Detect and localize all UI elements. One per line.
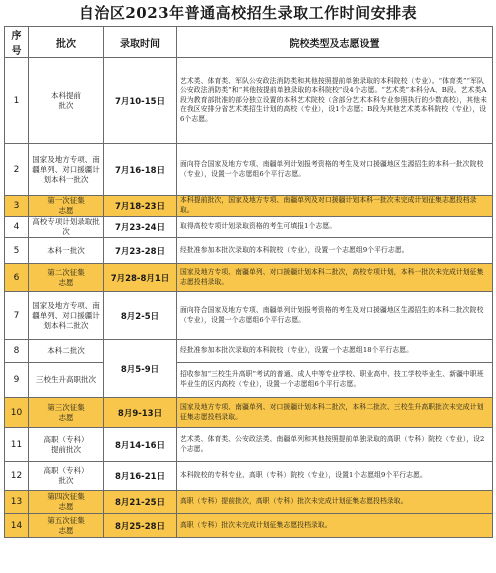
column-header-desc: 院校类型及志愿设置 (177, 27, 493, 58)
row-number: 5 (5, 238, 29, 264)
row-description: 经批准参加本批次录取的本科院校（专业），设置一个志愿组18个平行志愿。 (177, 340, 493, 363)
row-time: 8月25-28日 (104, 514, 177, 538)
row-batch: 第二次征集 志愿 (29, 264, 104, 292)
table-row (5, 398, 493, 428)
table-row (5, 363, 493, 398)
row-time: 7月18-23日 (104, 196, 177, 217)
row-time: 7月10-15日 (104, 58, 177, 144)
row-time: 7月28-8月1日 (104, 264, 177, 292)
row-time: 7月23-24日 (104, 217, 177, 238)
row-number: 10 (5, 398, 29, 428)
row-description: 艺术类、体育类、军队公安政法消防类和其他按照提前单独录取的本科院校（专业）。“体育类”“军队公安政法消防类”和“其他按提前单独录取的本科院校”设4个志愿。“艺术类”本科分A、B段。艺术类A段为教育部批准的部分独立设置的本科艺术院校（含部分艺术本科专业参照执行的少数高校），其他未在我区安排分省艺术类招生计划的高校（专业），设1个志愿；B段为其他艺术类本科院校（专业），设6个志愿。 (177, 58, 493, 144)
row-batch: 第五次征集 志愿 (29, 514, 104, 538)
table-row (5, 514, 493, 538)
table-row (5, 144, 493, 196)
row-description: 取得高校专项计划录取资格的考生可填报1个志愿。 (177, 217, 493, 238)
column-header-time: 录取时间 (104, 27, 177, 58)
table-body (5, 58, 493, 538)
table-row (5, 58, 493, 144)
row-batch: 本科二批次 (29, 340, 104, 363)
schedule-table (4, 26, 493, 538)
row-number: 6 (5, 264, 29, 292)
table-row (5, 491, 493, 514)
column-header-batch: 批次 (29, 27, 104, 58)
row-number: 1 (5, 58, 29, 144)
table-row (5, 292, 493, 340)
row-batch: 国家及地方专项、南疆单列、对口援疆计划本科二批次 (29, 292, 104, 340)
row-description: 本科院校的专科专业、高职（专科）院校（专业），设置1个志愿组9个平行志愿。 (177, 462, 493, 491)
row-batch: 国家及地方专项、南疆单列、对口援疆计划本科一批次 (29, 144, 104, 196)
table-row (5, 428, 493, 462)
row-number: 2 (5, 144, 29, 196)
table-header-row (5, 27, 493, 58)
row-number: 13 (5, 491, 29, 514)
row-batch: 第四次征集 志愿 (29, 491, 104, 514)
row-number: 7 (5, 292, 29, 340)
column-header-no: 序号 (5, 27, 29, 58)
row-batch: 本科一批次 (29, 238, 104, 264)
table-row (5, 196, 493, 217)
row-number: 11 (5, 428, 29, 462)
row-number: 12 (5, 462, 29, 491)
row-description: 国家及地方专项、南疆单列、对口援疆计划本科二批次，本科二批次、三校生升高职批次未完成计划征集志愿投档录取。 (177, 398, 493, 428)
row-number: 9 (5, 363, 29, 398)
row-description: 艺术类、体育类、公安政法类、南疆单列和其他按照提前单独录取的高职（专科）院校（专业），设2个志愿。 (177, 428, 493, 462)
row-time: 8月9-13日 (104, 398, 177, 428)
row-time: 8月2-5日 (104, 292, 177, 340)
row-time: 8月21-25日 (104, 491, 177, 514)
row-number: 14 (5, 514, 29, 538)
row-number: 4 (5, 217, 29, 238)
page-title: 自治区2023年普通高校招生录取工作时间安排表 (78, 4, 418, 22)
row-batch: 本科提前 批次 (29, 58, 104, 144)
table-row (5, 264, 493, 292)
row-batch: 第一次征集 志愿 (29, 196, 104, 217)
row-description: 面向符合国家及地方专项、南疆单列计划报考资格的考生及对口援疆地区生源招生的本科一批次院校（专业），设置一个志愿组6个平行志愿。 (177, 144, 493, 196)
row-time: 8月5-9日 (104, 340, 177, 398)
row-number: 3 (5, 196, 29, 217)
table-row (5, 217, 493, 238)
row-number: 8 (5, 340, 29, 363)
row-batch: 高职（专科） 提前批次 (29, 428, 104, 462)
row-description: 高职（专科）批次未完成计划征集志愿投档录取。 (177, 514, 493, 538)
row-time: 7月23-28日 (104, 238, 177, 264)
row-batch: 第三次征集 志愿 (29, 398, 104, 428)
row-batch: 高职（专科） 批次 (29, 462, 104, 491)
row-description: 国家及地方专项、南疆单列、对口援疆计划本科二批次，高校专项计划，本科一批次未完成计划征集志愿投档录取。 (177, 264, 493, 292)
row-time: 8月14-16日 (104, 428, 177, 462)
row-time: 7月16-18日 (104, 144, 177, 196)
row-description: 经批准参加本批次录取的本科院校（专业），设置一个志愿组9个平行志愿。 (177, 238, 493, 264)
table-row (5, 340, 493, 363)
row-batch: 高校专项计划录取批次 (29, 217, 104, 238)
row-description: 高职（专科）提前批次，高职（专科）批次未完成计划征集志愿投档录取。 (177, 491, 493, 514)
row-description: 招收参加“三校生升高职”考试的普通、成人中等专业学校、职业高中、技工学校毕业生、新疆中职班毕业生的区内高校（专业），设置一个志愿组6个平行志愿。 (177, 363, 493, 398)
table-row (5, 462, 493, 491)
row-time: 8月16-21日 (104, 462, 177, 491)
row-description: 面向符合国家及地方专项、南疆单列计划报考资格的考生及对口援疆地区生源招生的本科二批次院校（专业），设置一个志愿组6个平行志愿。 (177, 292, 493, 340)
table-row (5, 238, 493, 264)
row-batch: 三校生升高职批次 (29, 363, 104, 398)
row-description: 本科提前批次，国家及地方专项、南疆单列及对口援疆计划本科一批次未完成计划征集志愿投档录取。 (177, 196, 493, 217)
